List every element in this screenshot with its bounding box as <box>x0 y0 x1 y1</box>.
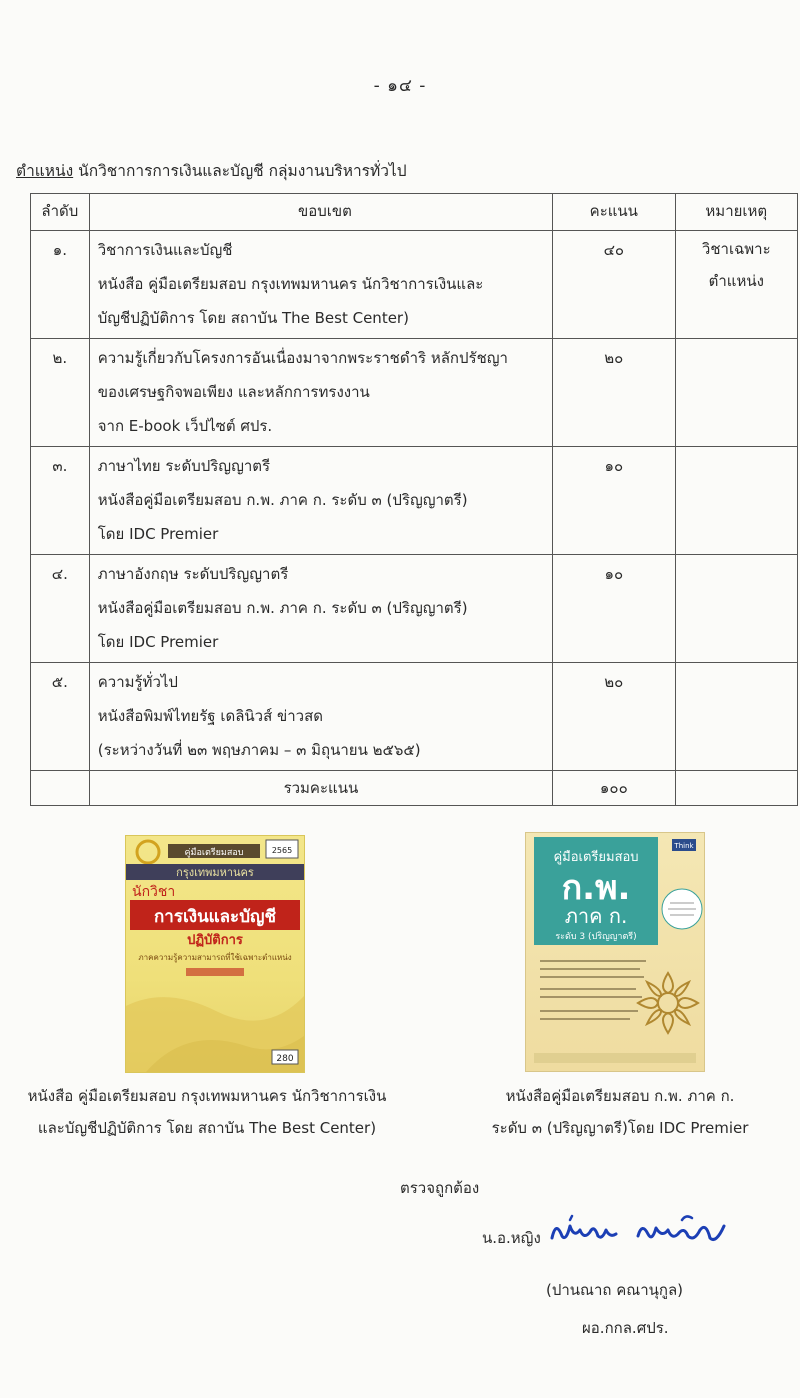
row-no: ๕. <box>31 663 90 771</box>
row-score: ๒๐ <box>553 339 676 447</box>
row-note <box>675 231 797 339</box>
cover-left-title: การเงินและบัญชี <box>153 907 277 927</box>
position-value: นักวิชาการการเงินและบัญชี กลุ่มงานบริหารทั่วไป <box>78 162 407 180</box>
signer-title: ผอ.กกล.ศปร. <box>582 1319 669 1337</box>
cover-right-part: ภาค ก. <box>564 904 628 928</box>
scope-line: ภาษาไทย ระดับปริญญาตรี <box>97 457 271 475</box>
cover-right-level: ระดับ 3 (ปริญญาตรี) <box>555 932 637 942</box>
verification-text: ตรวจถูกต้อง <box>400 1179 480 1197</box>
row-scope <box>89 555 552 663</box>
caption-line: หนังสือคู่มือเตรียมสอบ ก.พ. ภาค ก. <box>505 1087 735 1105</box>
position-line <box>16 158 407 183</box>
scope-line: หนังสือคู่มือเตรียมสอบ ก.พ. ภาค ก. ระดับ ๓ (ปริญญาตรี) <box>97 491 468 509</box>
scope-line: หนังสือ คู่มือเตรียมสอบ กรุงเทพมหานคร นักวิชาการเงินและ <box>97 275 484 293</box>
cover-left-year: 2565 <box>271 846 293 855</box>
cover-left-tagline: ภาคความรู้ความสามารถที่ใช้เฉพาะตำแหน่ง <box>138 953 292 962</box>
table-row <box>31 663 798 771</box>
table-row <box>31 447 798 555</box>
caption-line: หนังสือ คู่มือเตรียมสอบ กรุงเทพมหานคร นักวิชาการเงิน <box>27 1087 387 1105</box>
cover-right-publisher: Think <box>674 842 694 850</box>
table-row <box>31 231 798 339</box>
scope-line: จาก E-book เว็ปไซต์ ศปร. <box>97 417 273 435</box>
cover-left-level: ปฏิบัติการ <box>187 933 243 948</box>
book-caption-right <box>470 1080 770 1144</box>
caption-line: ระดับ ๓ (ปริญญาตรี)โดย IDC Premier <box>491 1119 749 1137</box>
cover-left-bma: กรุงเทพมหานคร <box>176 866 254 879</box>
book-cover-idc-premier <box>526 833 704 1071</box>
page-number: - ๑๔ - <box>373 76 427 96</box>
row-score: ๑๐ <box>553 447 676 555</box>
scope-line: ความรู้ทั่วไป <box>97 673 178 691</box>
row-score: ๑๐ <box>553 555 676 663</box>
signer-prefix: น.อ.หญิง <box>482 1229 541 1247</box>
position-label: ตำแหน่ง <box>16 162 74 180</box>
total-note-cell <box>675 771 797 806</box>
cover-left-price: 280 <box>276 1054 294 1064</box>
book-cover-art <box>526 833 704 1071</box>
row-note <box>675 555 797 663</box>
header-score: คะแนน <box>553 194 676 231</box>
row-score: ๔๐ <box>553 231 676 339</box>
cover-left-subtitle: นักวิชา <box>132 884 176 900</box>
row-note <box>675 663 797 771</box>
total-score: ๑๐๐ <box>553 771 676 806</box>
row-scope <box>89 663 552 771</box>
row-no: ๒. <box>31 339 90 447</box>
note-line: ตำแหน่ง <box>708 272 764 290</box>
total-label: รวมคะแนน <box>89 771 552 806</box>
table-header-row <box>31 194 798 231</box>
row-no: ๓. <box>31 447 90 555</box>
note-line: วิชาเฉพาะ <box>701 240 771 258</box>
row-scope <box>89 339 552 447</box>
total-empty-cell <box>31 771 90 806</box>
book-cover-art <box>126 836 304 1072</box>
book-caption-left <box>2 1080 412 1144</box>
table-total-row <box>31 771 798 806</box>
cover-right-title: ก.พ. <box>561 868 631 908</box>
scope-line: หนังสือคู่มือเตรียมสอบ ก.พ. ภาค ก. ระดับ ๓ (ปริญญาตรี) <box>97 599 468 617</box>
scope-line: หนังสือพิมพ์ไทยรัฐ เดลินิวส์ ข่าวสด <box>97 707 324 725</box>
row-note <box>675 447 797 555</box>
table-row <box>31 339 798 447</box>
signer-name: (ปานณาถ คณานุกูล) <box>546 1281 683 1299</box>
cover-right-series: คู่มือเตรียมสอบ <box>553 850 639 865</box>
caption-line: และบัญชีปฏิบัติการ โดย สถาบัน The Best Center) <box>37 1119 377 1137</box>
row-scope <box>89 231 552 339</box>
header-note: หมายเหตุ <box>675 194 797 231</box>
handwritten-signature <box>546 1212 736 1252</box>
exam-scope-table <box>30 193 798 806</box>
row-no: ๔. <box>31 555 90 663</box>
scope-line: วิชาการเงินและบัญชี <box>97 241 233 259</box>
row-scope <box>89 447 552 555</box>
cover-left-series: คู่มือเตรียมสอบ <box>184 848 244 858</box>
scope-line: (ระหว่างวันที่ ๒๓ พฤษภาคม – ๓ มิถุนายน ๒๕๖๕) <box>97 741 421 759</box>
header-scope: ขอบเขต <box>89 194 552 231</box>
scope-line: ของเศรษฐกิจพอเพียง และหลักการทรงงาน <box>97 383 370 401</box>
row-note <box>675 339 797 447</box>
scope-line: ภาษาอังกฤษ ระดับปริญญาตรี <box>97 565 289 583</box>
row-score: ๒๐ <box>553 663 676 771</box>
scope-line: โดย IDC Premier <box>97 525 219 543</box>
row-no: ๑. <box>31 231 90 339</box>
scope-line: บัญชีปฏิบัติการ โดย สถาบัน The Best Center) <box>97 309 409 327</box>
table-row <box>31 555 798 663</box>
scope-line: ความรู้เกี่ยวกับโครงการอันเนื่องมาจากพระราชดำริ หลักปรัชญา <box>97 349 508 367</box>
scope-line: โดย IDC Premier <box>97 633 219 651</box>
book-cover-best-center <box>126 836 304 1072</box>
header-order: ลำดับ <box>31 194 90 231</box>
